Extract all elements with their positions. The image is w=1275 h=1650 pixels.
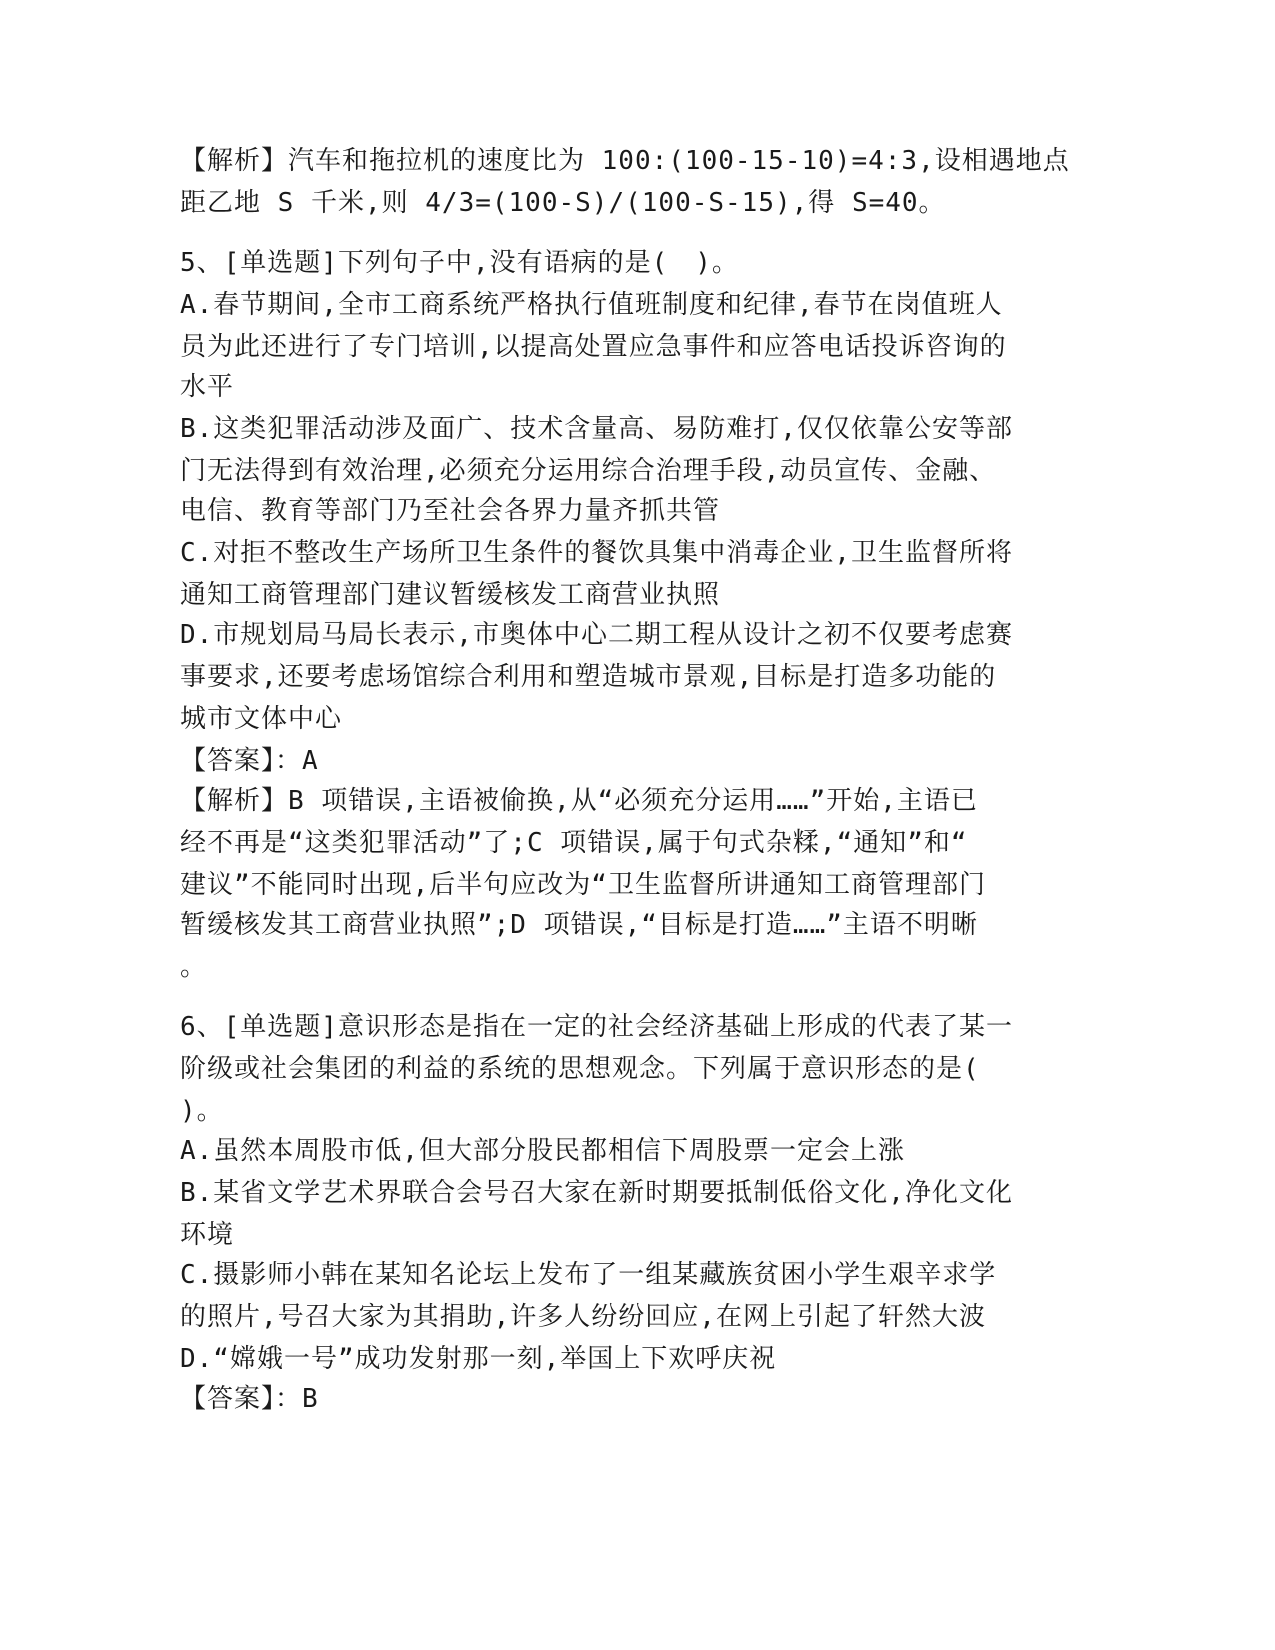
q5-option-d-line-3: 城市文体中心 [180,704,343,734]
q6-answer: 【答案】：B [180,1384,319,1414]
prev-analysis-line-1: 【解析】汽车和拖拉机的速度比为 100:(100-15-10)=4:3,设相遇地点 [180,146,1070,176]
q5-analysis-line-4: 暂缓核发其工商营业执照”;D 项错误,“目标是打造……”主语不明晰 [180,910,978,940]
q5-option-c-line-1: C.对拒不整改生产场所卫生条件的餐饮具集中消毒企业,卫生监督所将 [180,538,1013,568]
q5-option-d-line-2: 事要求,还要考虑场馆综合利用和塑造城市景观,目标是打造多功能的 [180,662,997,692]
q6-stem-line-2: 阶级或社会集团的利益的系统的思想观念。下列属于意识形态的是( [180,1054,980,1084]
q5-analysis-line-5: 。 [180,952,208,982]
prev-analysis-line-2: 距乙地 S 千米,则 4/3=(100-S)/(100-S-15),得 S=40。 [180,188,946,218]
q5-analysis-line-2: 经不再是“这类犯罪活动”了;C 项错误,属于句式杂糅,“通知”和“ [180,828,968,858]
q6-option-a-line-1: A.虽然本周股市低,但大部分股民都相信下周股票一定会上涨 [180,1136,905,1166]
q5-answer: 【答案】：A [180,746,319,776]
q5-analysis-line-1: 【解析】B 项错误,主语被偷换,从“必须充分运用……”开始,主语已 [180,786,978,816]
q6-stem-line-1: 6、[单选题]意识形态是指在一定的社会经济基础上形成的代表了某一 [180,1012,1013,1042]
q5-option-c-line-2: 通知工商管理部门建议暂缓核发工商营业执照 [180,580,721,610]
q5-option-b-line-3: 电信、教育等部门乃至社会各界力量齐抓共管 [180,496,721,526]
q5-option-a-line-1: A.春节期间,全市工商系统严格执行值班制度和纪律,春节在岗值班人 [180,290,1003,320]
q6-option-b-line-1: B.某省文学艺术界联合会号召大家在新时期要抵制低俗文化,净化文化 [180,1178,1013,1208]
q6-option-c-line-2: 的照片,号召大家为其捐助,许多人纷纷回应,在网上引起了轩然大波 [180,1302,986,1332]
q6-option-d-line-1: D.“嫦娥一号”成功发射那一刻,举国上下欢呼庆祝 [180,1344,777,1374]
q5-analysis-line-3: 建议”不能同时出现,后半句应改为“卫生监督所讲通知工商管理部门 [180,870,986,900]
q5-option-a-line-3: 水平 [180,372,235,402]
q5-option-b-line-2: 门无法得到有效治理,必须充分运用综合治理手段,动员宣传、金融、 [180,456,997,486]
q5-stem: 5、[单选题]下列句子中,没有语病的是( )。 [180,248,739,278]
q6-option-b-line-2: 环境 [180,1220,235,1250]
q6-option-c-line-1: C.摄影师小韩在某知名论坛上发布了一组某藏族贫困小学生艰辛求学 [180,1260,997,1290]
q5-option-b-line-1: B.这类犯罪活动涉及面广、技术含量高、易防难打,仅仅依靠公安等部 [180,414,1013,444]
q6-stem-line-3: )。 [180,1096,224,1126]
q5-option-a-line-2: 员为此还进行了专门培训,以提高处置应急事件和应答电话投诉咨询的 [180,332,1007,362]
q5-option-d-line-1: D.市规划局马局长表示,市奥体中心二期工程从设计之初不仅要考虑赛 [180,620,1013,650]
